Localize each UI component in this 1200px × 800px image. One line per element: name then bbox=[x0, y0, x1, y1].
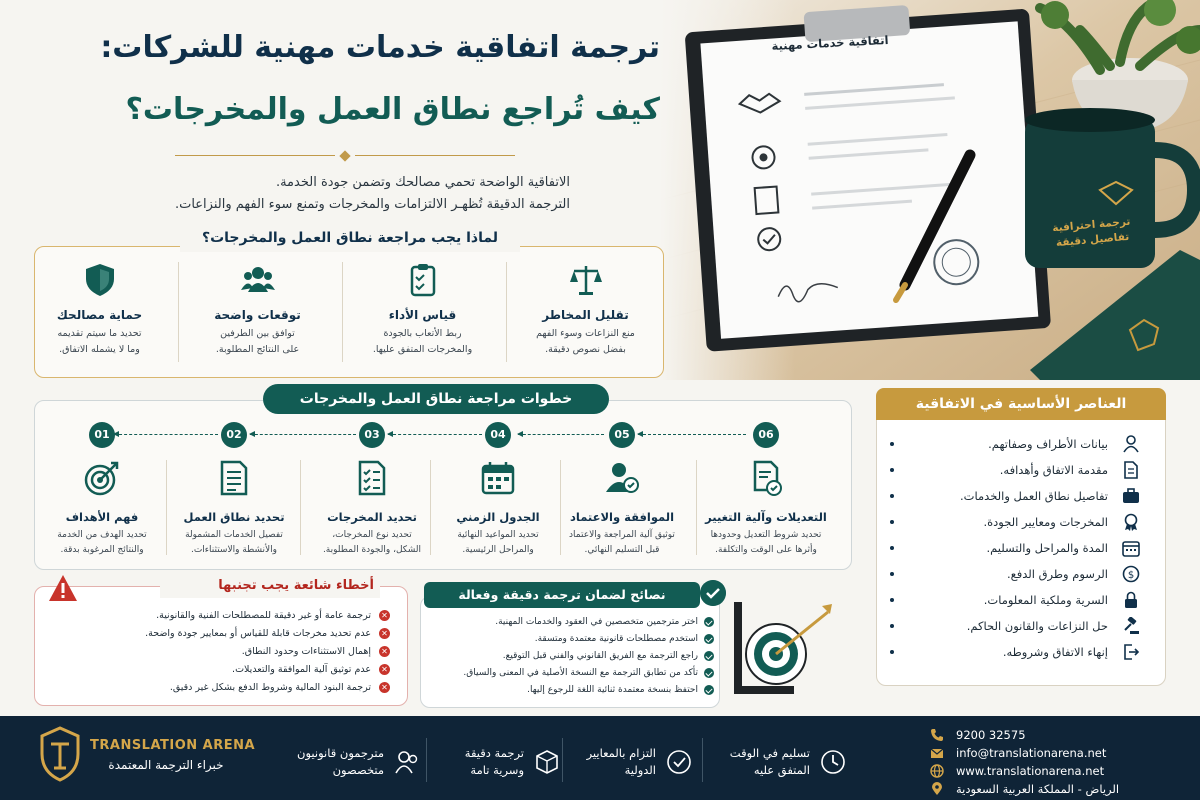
step-title: فهم الأهداف bbox=[65, 510, 139, 524]
intro-text bbox=[60, 172, 570, 216]
mug-text-line1: ترجمة احترافية bbox=[1051, 215, 1131, 235]
footer-feature bbox=[270, 740, 420, 784]
footer-feature-line: متخصصون bbox=[332, 763, 384, 777]
phone-number: 9200 32575 bbox=[956, 728, 1026, 742]
step-desc bbox=[304, 528, 440, 558]
step-desc-line: تحديد شروط التعديل وحدودها bbox=[710, 530, 822, 540]
why-item-desc bbox=[345, 326, 500, 358]
footer-divider bbox=[562, 738, 563, 782]
x-icon: ✕ bbox=[379, 682, 390, 693]
x-icon: ✕ bbox=[379, 646, 390, 657]
warning-icon bbox=[48, 574, 78, 602]
globe-icon bbox=[930, 764, 944, 778]
step-title: الموافقة والاعتماد bbox=[569, 510, 675, 524]
lock-icon bbox=[1122, 591, 1140, 609]
step-desc bbox=[430, 528, 566, 558]
step-divider bbox=[696, 460, 697, 555]
step-desc-line: تحديد الهدف من الخدمة bbox=[57, 530, 147, 540]
mug-text-line2: تفاصيل دقيقة bbox=[1055, 230, 1130, 250]
step-number: 05 bbox=[609, 422, 635, 448]
mistake-text: ترجمة عامة أو غير دقيقة للمصطلحات الفنية والقانونية. bbox=[156, 609, 371, 621]
step-03 bbox=[304, 422, 440, 558]
footer-divider bbox=[426, 738, 427, 782]
step-desc bbox=[34, 528, 170, 558]
why-item-protection bbox=[22, 262, 177, 370]
step-desc-line: والمراحل الرئيسية. bbox=[462, 545, 534, 555]
element-label: إنهاء الاتفاق وشروطه. bbox=[1002, 645, 1108, 659]
step-title: التعديلات وآلية التغيير bbox=[705, 510, 827, 524]
step-desc bbox=[698, 528, 834, 558]
elements-section-title: العناصر الأساسية في الاتفاقية bbox=[876, 388, 1166, 420]
why-item-desc-line: بفضل نصوص دقيقة. bbox=[545, 344, 626, 355]
step-01 bbox=[34, 422, 170, 558]
contact-website[interactable] bbox=[930, 762, 1104, 780]
intro-line: الاتفاقية الواضحة تحمي مصالحك وتضمن جودة الخدمة. bbox=[275, 175, 570, 190]
step-title: الجدول الزمني bbox=[456, 510, 540, 524]
footer-feature-line: المتفق عليه bbox=[753, 763, 810, 777]
mistake-text: عدم تحديد مخرجات قابلة للقياس أو بمعايير جودة واضحة. bbox=[145, 627, 371, 639]
step-number: 03 bbox=[359, 422, 385, 448]
why-item-desc-line: توافق بين الطرفين bbox=[220, 328, 295, 339]
check-icon bbox=[704, 651, 714, 661]
footer-divider bbox=[702, 738, 703, 782]
step-desc-line: تحديد نوع المخرجات، bbox=[332, 530, 412, 540]
why-section-title: لماذا يجب مراجعة نطاق العمل والمخرجات؟ bbox=[180, 230, 520, 252]
desk-photo bbox=[660, 0, 1200, 380]
element-item bbox=[890, 510, 1140, 534]
clock-icon bbox=[820, 749, 846, 775]
x-icon: ✕ bbox=[379, 610, 390, 621]
step-05 bbox=[554, 422, 690, 558]
clipboard-check-icon bbox=[405, 262, 441, 298]
element-item bbox=[890, 536, 1140, 560]
step-04 bbox=[430, 422, 566, 558]
check-icon bbox=[704, 617, 714, 627]
briefcase-icon bbox=[1122, 487, 1140, 505]
exit-icon bbox=[1122, 643, 1140, 661]
tip-item bbox=[428, 665, 714, 681]
element-label: المدة والمراحل والتسليم. bbox=[986, 541, 1108, 555]
tips-section-title: نصائح لضمان ترجمة دقيقة وفعالة bbox=[424, 582, 700, 608]
step-desc-line: توثيق آلية المراجعة والاعتماد bbox=[569, 530, 675, 540]
person-icon bbox=[1122, 435, 1140, 453]
why-item-desc-line: وما لا يشمله الاتفاق. bbox=[59, 344, 140, 355]
tip-text: استخدم مصطلحات قانونية معتمدة ومتسقة. bbox=[534, 634, 698, 644]
why-item-desc bbox=[22, 326, 177, 358]
element-label: المخرجات ومعايير الجودة. bbox=[983, 515, 1108, 529]
element-item bbox=[890, 432, 1140, 456]
element-item bbox=[890, 562, 1140, 586]
checklist-icon bbox=[354, 460, 390, 496]
check-icon bbox=[704, 668, 714, 678]
mistake-item bbox=[120, 606, 390, 624]
footer-feature bbox=[440, 740, 560, 784]
intro-line: الترجمة الدقيقة تُظهـر الالتزامات والمخرجات وتمنع سوء الفهم والنزاعات. bbox=[174, 197, 570, 212]
mail-icon bbox=[930, 746, 944, 760]
x-icon: ✕ bbox=[379, 664, 390, 675]
page-title: ترجمة اتفاقية خدمات مهنية للشركات: bbox=[100, 30, 660, 65]
badge-icon bbox=[1122, 513, 1140, 531]
brand-name-en: TRANSLATION ARENA bbox=[90, 738, 256, 753]
step-number: 04 bbox=[485, 422, 511, 448]
clipboard-title: اتفاقية خدمات مهنية bbox=[771, 32, 889, 54]
step-desc-line: تفصيل الخدمات المشمولة bbox=[185, 530, 283, 540]
translation-arena-logo-icon bbox=[40, 726, 80, 782]
why-item-desc-line: والمخرجات المتفق عليها. bbox=[372, 344, 473, 355]
target-icon bbox=[84, 460, 120, 496]
footer-feature-line: وسرية تامة bbox=[470, 763, 524, 777]
mistake-item bbox=[120, 624, 390, 642]
why-item-desc-line: منع النزاعات وسوء الفهم bbox=[536, 328, 635, 339]
calendar-icon bbox=[480, 460, 516, 496]
tip-item bbox=[428, 682, 714, 698]
why-divider bbox=[506, 262, 507, 362]
step-desc-line: قبل التسليم النهائي. bbox=[584, 545, 660, 555]
mistake-item bbox=[120, 660, 390, 678]
footer-feature-line: الدولية bbox=[624, 763, 656, 777]
step-02 bbox=[166, 422, 302, 558]
brand-tagline-ar: خبراء الترجمة المعتمدة bbox=[108, 758, 224, 772]
contact-email[interactable] bbox=[930, 744, 1106, 762]
scales-icon bbox=[568, 262, 604, 298]
people-icon bbox=[240, 262, 276, 298]
steps-section-title: خطوات مراجعة نطاق العمل والمخرجات bbox=[263, 384, 609, 414]
step-desc-line: الشكل، والجودة المطلوبة. bbox=[322, 545, 422, 555]
step-desc-line: تحديد المواعيد النهائية bbox=[457, 530, 539, 540]
why-item-desc bbox=[508, 326, 663, 358]
check-circle-icon bbox=[700, 580, 726, 606]
element-label: بيانات الأطراف وصفاتهم. bbox=[988, 437, 1108, 451]
shield-icon bbox=[82, 262, 118, 298]
tip-item bbox=[428, 631, 714, 647]
document-icon bbox=[1122, 461, 1140, 479]
footer-feature bbox=[572, 740, 692, 784]
phone-icon bbox=[930, 728, 944, 742]
dollar-icon bbox=[1122, 565, 1140, 583]
why-item-title: قياس الأداء bbox=[388, 308, 457, 322]
calendar-icon bbox=[1122, 539, 1140, 557]
element-label: تفاصيل نطاق العمل والخدمات. bbox=[960, 489, 1108, 503]
contact-phone[interactable] bbox=[930, 726, 1026, 744]
people-icon bbox=[394, 749, 420, 775]
x-icon: ✕ bbox=[379, 628, 390, 639]
why-item-risk bbox=[508, 262, 663, 370]
gavel-icon bbox=[1122, 617, 1140, 635]
step-desc bbox=[554, 528, 690, 558]
email-address: info@translationarena.net bbox=[956, 746, 1107, 760]
mistake-text: ترجمة البنود المالية وشروط الدفع بشكل غير دقيق. bbox=[169, 681, 371, 693]
footer-feature-line: التزام بالمعايير bbox=[586, 746, 656, 760]
why-item-desc-line: على النتائج المطلوبة. bbox=[215, 344, 300, 355]
address-text: الرياض - المملكة العربية السعودية bbox=[956, 782, 1120, 796]
element-label: حل النزاعات والقانون الحاكم. bbox=[966, 619, 1108, 633]
element-item bbox=[890, 640, 1140, 664]
step-desc-line: وأثرها على الوقت والتكلفة. bbox=[715, 545, 817, 555]
user-check-icon bbox=[604, 460, 640, 496]
why-item-desc bbox=[180, 326, 335, 358]
why-item-title: توقعات واضحة bbox=[214, 308, 301, 322]
mistake-text: إهمال الاستثناءات وحدود النطاق. bbox=[241, 645, 371, 657]
target-arrow-illustration bbox=[730, 598, 840, 698]
page-subtitle: كيف تُراجع نطاق العمل والمخرجات؟ bbox=[125, 92, 660, 127]
mistake-item bbox=[120, 678, 390, 696]
check-icon bbox=[704, 685, 714, 695]
why-item-title: تقليل المخاطر bbox=[542, 308, 629, 322]
tip-text: اختر مترجمين متخصصين في العقود والخدمات المهنية. bbox=[495, 617, 698, 627]
element-label: السرية وملكية المعلومات. bbox=[983, 593, 1108, 607]
location-pin-icon bbox=[930, 782, 944, 796]
element-item bbox=[890, 484, 1140, 508]
tip-text: راجع الترجمة مع الفريق القانوني والفني قبل التوقيع. bbox=[502, 651, 698, 661]
step-number: 06 bbox=[753, 422, 779, 448]
why-item-performance bbox=[345, 262, 500, 370]
step-number: 01 bbox=[89, 422, 115, 448]
footer-feature-line: مترجمون قانونيون bbox=[297, 746, 384, 760]
svg-text:$: $ bbox=[1127, 570, 1135, 581]
why-divider bbox=[342, 262, 343, 362]
mistake-text: عدم توثيق آلية الموافقة والتعديلات. bbox=[232, 663, 371, 675]
element-label: الرسوم وطرق الدفع. bbox=[1006, 567, 1108, 581]
footer-feature-line: تسليم في الوقت bbox=[729, 746, 810, 760]
footer-feature bbox=[716, 740, 846, 784]
element-item bbox=[890, 588, 1140, 612]
step-title: تحديد المخرجات bbox=[327, 510, 417, 524]
step-06 bbox=[698, 422, 834, 558]
tip-text: تأكد من تطابق الترجمة مع النسخة الأصلية في المعنى والسياق. bbox=[463, 668, 698, 678]
why-item-title: حماية مصالحك bbox=[56, 308, 143, 322]
why-item-desc-line: تحديد ما سيتم تقديمه bbox=[57, 328, 142, 339]
element-label: مقدمة الاتفاق وأهدافه. bbox=[999, 463, 1108, 477]
mistake-item bbox=[120, 642, 390, 660]
mistakes-section-title: أخطاء شائعة يجب تجنبها bbox=[160, 578, 380, 598]
step-desc-line: والأنشطة والاستثناءات. bbox=[190, 545, 278, 555]
step-number: 02 bbox=[221, 422, 247, 448]
why-item-desc-line: ربط الأتعاب بالجودة bbox=[383, 328, 462, 339]
step-title: تحديد نطاق العمل bbox=[183, 510, 285, 524]
contact-address bbox=[930, 780, 1119, 798]
element-item bbox=[890, 614, 1140, 638]
document-check-icon bbox=[748, 460, 784, 496]
element-item bbox=[890, 458, 1140, 482]
footer-feature-line: ترجمة دقيقة bbox=[464, 746, 524, 760]
step-desc bbox=[166, 528, 302, 558]
tip-item bbox=[428, 614, 714, 630]
title-divider bbox=[175, 152, 515, 160]
tip-text: احتفظ بنسخة معتمدة ثنائية اللغة للرجوع إليها. bbox=[527, 685, 698, 695]
why-divider bbox=[178, 262, 179, 362]
check-icon bbox=[704, 634, 714, 644]
cube-icon bbox=[534, 749, 560, 775]
step-desc-line: والنتائج المرغوبة بدقة. bbox=[60, 545, 144, 555]
tip-item bbox=[428, 648, 714, 664]
document-icon bbox=[216, 460, 252, 496]
website-url: www.translationarena.net bbox=[956, 764, 1105, 778]
seal-check-icon bbox=[666, 749, 692, 775]
why-item-expectations bbox=[180, 262, 335, 370]
